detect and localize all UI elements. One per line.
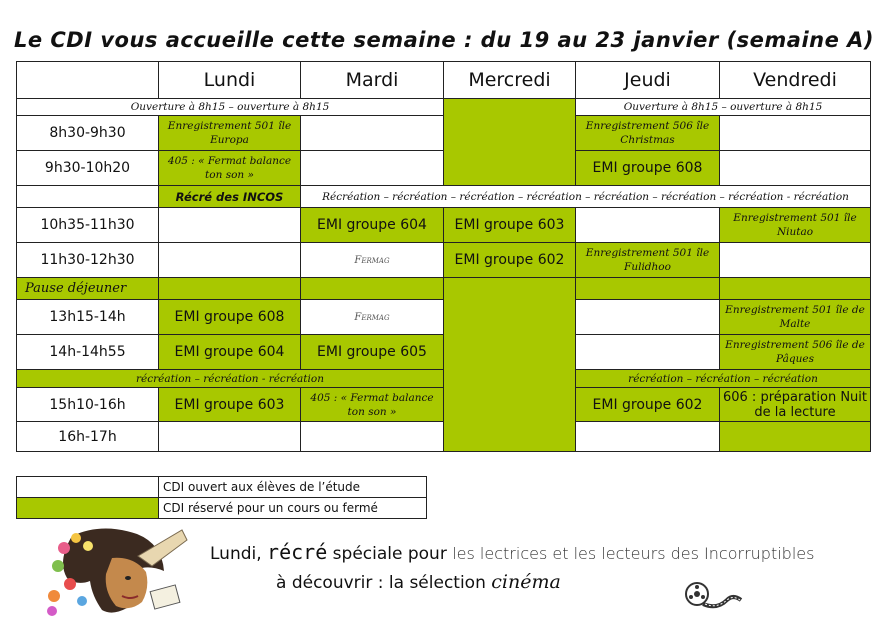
table-row xyxy=(17,99,871,116)
time-cell: 10h35-11h30 xyxy=(17,208,159,243)
table-row xyxy=(17,278,871,300)
promo-audience: les lectrices et les lecteurs des Incorruptibles xyxy=(452,544,815,563)
legend-row xyxy=(17,498,427,519)
opening-note-left: Ouverture à 8h15 – ouverture à 8h15 xyxy=(17,99,444,116)
promo-speciale: spéciale pour xyxy=(332,544,447,564)
slot-cell xyxy=(720,243,871,278)
slot-cell: 405 : « Fermat balance ton son » xyxy=(159,151,301,186)
slot-cell xyxy=(576,335,720,370)
time-cell: 8h30-9h30 xyxy=(17,116,159,151)
reader-illustration xyxy=(42,526,192,616)
slot-cell: Enregistrement 501 île de Malte xyxy=(720,300,871,335)
slot-cell: Enregistrement 501 île Europa xyxy=(159,116,301,151)
time-cell: 14h-14h55 xyxy=(17,335,159,370)
slot-cell xyxy=(576,300,720,335)
slot-cell xyxy=(720,151,871,186)
slot-cell xyxy=(576,422,720,452)
slot-cell: 405 : « Fermat balance ton son » xyxy=(301,388,444,422)
recreation-cell: Récréation – récréation – récréation – récréation – récréation – récréation – récréation - récréation xyxy=(301,186,871,208)
slot-cell xyxy=(301,116,444,151)
opening-note-right: Ouverture à 8h15 – ouverture à 8h15 xyxy=(576,99,871,116)
slot-cell: Enregistrement 501 île Fulidhoo xyxy=(576,243,720,278)
day-header-mardi: Mardi xyxy=(301,62,444,99)
slot-cell xyxy=(720,422,871,452)
time-cell: 9h30-10h20 xyxy=(17,151,159,186)
slot-cell xyxy=(720,278,871,300)
promo-recre: récré xyxy=(267,540,328,564)
time-cell xyxy=(17,186,159,208)
slot-cell xyxy=(301,422,444,452)
slot-cell xyxy=(159,208,301,243)
slot-cell xyxy=(720,116,871,151)
slot-cell xyxy=(159,278,301,300)
slot-cell: Enregistrement 501 île Niutao xyxy=(720,208,871,243)
legend-label-open: CDI ouvert aux élèves de l’étude xyxy=(159,477,427,498)
day-header-vendredi: Vendredi xyxy=(720,62,871,99)
promo-line-1 xyxy=(210,540,814,564)
slot-cell xyxy=(576,208,720,243)
slot-cell: EMI groupe 603 xyxy=(444,208,576,243)
time-cell: 13h15-14h xyxy=(17,300,159,335)
promo-line-2 xyxy=(276,571,561,593)
legend-swatch-white xyxy=(17,477,159,498)
slot-cell xyxy=(301,151,444,186)
time-cell: 16h-17h xyxy=(17,422,159,452)
time-cell: 15h10-16h xyxy=(17,388,159,422)
film-reel-icon xyxy=(683,580,743,610)
table-row xyxy=(17,208,871,243)
slot-cell xyxy=(159,243,301,278)
page-title: Le CDI vous accueille cette semaine : du 19 au 23 janvier (semaine A) xyxy=(13,28,875,52)
slot-cell: Fermag xyxy=(301,300,444,335)
corner-cell xyxy=(17,62,159,99)
legend-swatch-green xyxy=(17,498,159,519)
mercredi-closed-afternoon xyxy=(444,278,576,452)
slot-cell: Fermag xyxy=(301,243,444,278)
table-row xyxy=(17,62,871,99)
recreation-cell: récréation – récréation – récréation xyxy=(576,370,871,388)
day-header-lundi: Lundi xyxy=(159,62,301,99)
legend-row xyxy=(17,477,427,498)
slot-cell: EMI groupe 605 xyxy=(301,335,444,370)
recre-incos-cell: Récré des INCOS xyxy=(159,186,301,208)
day-header-jeudi: Jeudi xyxy=(576,62,720,99)
time-cell: 11h30-12h30 xyxy=(17,243,159,278)
promo-decouvrir: à découvrir xyxy=(276,573,373,593)
pause-cell: Pause déjeuner xyxy=(17,278,159,300)
slot-cell xyxy=(301,278,444,300)
legend-table xyxy=(16,476,427,519)
promo-cinema: cinéma xyxy=(491,571,561,593)
slot-cell: Enregistrement 506 île de Pâques xyxy=(720,335,871,370)
slot-cell: EMI groupe 604 xyxy=(301,208,444,243)
table-row xyxy=(17,186,871,208)
slot-cell: EMI groupe 603 xyxy=(159,388,301,422)
slot-cell xyxy=(576,278,720,300)
slot-cell: EMI groupe 602 xyxy=(444,243,576,278)
slot-cell: Enregistrement 506 île Christmas xyxy=(576,116,720,151)
recreation-cell: récréation – récréation - récréation xyxy=(17,370,444,388)
slot-cell xyxy=(159,422,301,452)
slot-cell: EMI groupe 608 xyxy=(576,151,720,186)
slot-cell: 606 : préparation Nuit de la lecture xyxy=(720,388,871,422)
table-row xyxy=(17,243,871,278)
slot-cell: EMI groupe 602 xyxy=(576,388,720,422)
promo-lundi: Lundi, xyxy=(210,544,262,564)
promo-selection: la sélection xyxy=(388,573,486,593)
promo-colon: : xyxy=(372,573,389,593)
legend-label-closed: CDI réservé pour un cours ou fermé xyxy=(159,498,427,519)
schedule-table xyxy=(16,61,871,452)
slot-cell: EMI groupe 604 xyxy=(159,335,301,370)
mercredi-closed-morning xyxy=(444,99,576,186)
day-header-mercredi: Mercredi xyxy=(444,62,576,99)
slot-cell: EMI groupe 608 xyxy=(159,300,301,335)
